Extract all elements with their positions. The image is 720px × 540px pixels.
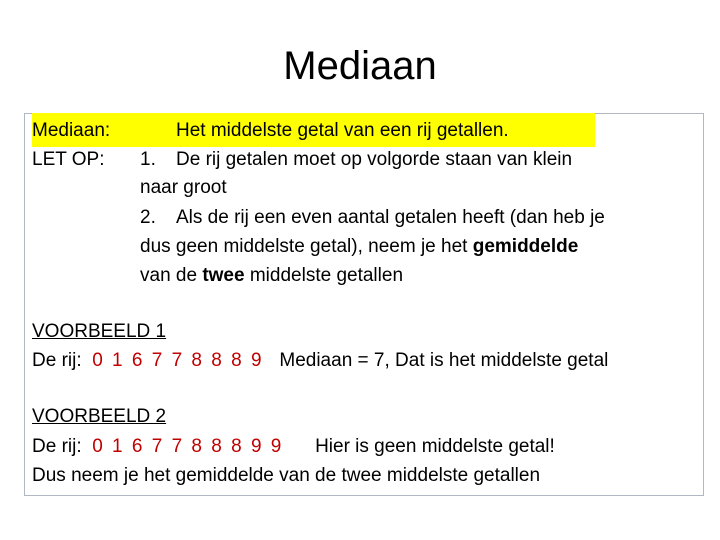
example1-heading [32, 320, 166, 344]
rule2-emphasis-twee: twee [202, 265, 245, 286]
example2-heading-text: VOORBEELD 2 [32, 406, 167, 427]
example1-heading-text: VOORBEELD 1 [32, 321, 167, 342]
definition-text: Het middelste getal van een rij getallen. [176, 120, 509, 141]
example2-prefix: De rij: [32, 436, 82, 457]
rule2-line3-post: middelste getallen [244, 265, 404, 286]
example1-sequence: 0 1 6 7 7 8 8 8 9 [92, 350, 264, 371]
example1-line [32, 349, 608, 373]
example2-line [32, 435, 555, 459]
page-title: Mediaan [283, 44, 437, 88]
example2-conclusion: Dus neem je het gemiddelde van de twee middelste getallen [32, 465, 541, 486]
rule2-emphasis-gemiddelde: gemiddelde [472, 236, 579, 257]
rule1-number: 1. [140, 149, 156, 170]
rule2-line3-pre: van de [140, 265, 203, 286]
example1-result: Mediaan = 7, Dat is het middelste getal [279, 350, 609, 371]
rule2-line2 [140, 235, 578, 259]
rule2-line2-text: dus geen middelste getal), neem je het [140, 236, 473, 257]
example2-heading [32, 405, 166, 429]
rule1-line1: De rij getalen moet op volgorde staan van klein [176, 149, 573, 170]
example1-prefix: De rij: [32, 350, 82, 371]
rule2-line1: Als de rij een even aantal getalen heeft (dan heb je [176, 207, 605, 228]
rule1-line2: naar groot [140, 177, 227, 198]
note-label: LET OP: [32, 149, 105, 170]
rule2-line3 [140, 264, 403, 288]
definition-label: Mediaan: [32, 120, 111, 141]
example2-sequence: 0 1 6 7 7 8 8 8 9 9 [92, 436, 284, 457]
rule2-number: 2. [140, 207, 156, 228]
example2-result: Hier is geen middelste getal! [315, 436, 555, 457]
